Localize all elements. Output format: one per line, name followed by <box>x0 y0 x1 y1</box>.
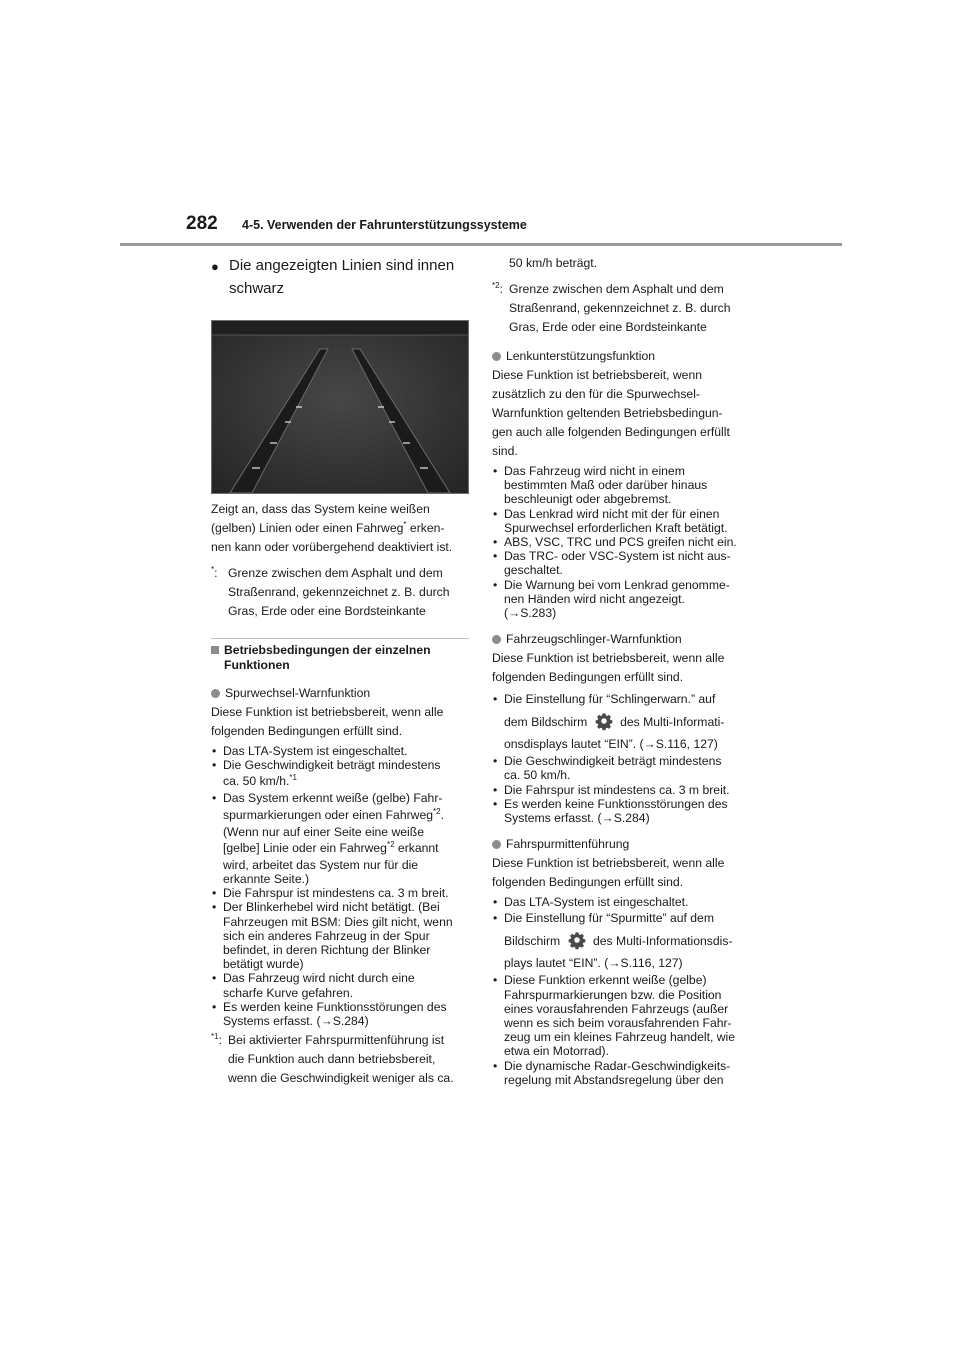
list-item: • Die dynamische Radar-Geschwindigkeits- regelung mit Abstandsregelung über den <box>492 1059 752 1087</box>
header-rule <box>120 243 842 246</box>
list-item: • Das System erkennt weiße (gelbe) Fahr- spurmarkierungen oder einen Fahrweg$^{*2}$. (Wenn nur auf einer Seite eine weiße [gelbe] Linie oder ein Fahrweg$^{*2}$ erkannt wird, arbeitet das System nur für die erkannte Seite.) <box>211 791 469 886</box>
sub1-intro: Diese Funktion ist betriebsbereit, wenn alle folgenden Bedingungen erfüllt sind. <box>211 705 444 738</box>
list-item: • Die Geschwindigkeit beträgt mindestens ca. 50 km/h.$^{*1}$ <box>211 758 469 791</box>
sub3-list <box>492 690 752 825</box>
bullet-heading-text: Die angezeigten Linien sind innen schwarz <box>229 257 455 297</box>
list-item: • Das LTA-System ist eingeschaltet. <box>492 895 752 909</box>
arrow-right-icon: → <box>608 956 621 971</box>
list-item: • Das LTA-System ist eingeschaltet. <box>211 744 469 758</box>
footnote-2: $^{*2}$: Grenze zwischen dem Asphalt und dem Straßenrand, gekennzeichnet z. B. durch Gras, Erde oder eine Bordsteinkante <box>492 280 731 334</box>
arrow-right-icon: → <box>601 811 614 826</box>
list-item: • Das Fahrzeug wird nicht durch eine scharfe Kurve gefahren. <box>211 971 469 999</box>
arrow-right-icon: → <box>643 737 656 752</box>
sub2-list <box>492 464 752 620</box>
arrow-right-icon: → <box>320 1014 333 1029</box>
sub1-list <box>211 744 469 1028</box>
list-item: • Das Fahrzeug wird nicht in einem bestimmten Maß oder darüber hinaus beschleunigt oder abgebremst. <box>492 464 752 507</box>
footnote-1-continued: 50 km/h beträgt. <box>509 256 598 270</box>
list-item: • ABS, VSC, TRC und PCS greifen nicht ein. <box>492 535 752 549</box>
grey-circle-bullet-icon <box>211 689 220 698</box>
grey-circle-bullet-icon <box>492 635 501 644</box>
grey-square-marker-icon <box>211 646 219 654</box>
gear-icon <box>593 710 615 732</box>
list-item: • Das Lenkrad wird nicht mit der für einen Spurwechsel erforderlichen Kraft betätigt. <box>492 507 752 535</box>
display-illustration <box>211 320 469 494</box>
filled-circle-bullet-icon: ● <box>211 259 219 274</box>
list-item: • Es werden keine Funktionsstörungen des Systems erfasst. (→S.284) <box>211 1000 469 1028</box>
grey-circle-bullet-icon <box>492 352 501 361</box>
sub4-intro: Diese Funktion ist betriebsbereit, wenn alle folgenden Bedingungen erfüllt sind. <box>492 856 725 890</box>
lane-display-svg <box>212 321 468 493</box>
footnote-1: $^{*1}$: Bei aktivierter Fahrspurmittenführung ist die Funktion auch dann betriebsbereit, wenn die Geschwindigkeit weniger als ca. <box>211 1032 454 1086</box>
page-header <box>186 213 527 235</box>
grey-circle-bullet-icon <box>492 840 501 849</box>
list-item: • Die Einstellung für “Schlingerwarn.” auf dem Bildschirm des Multi-Informati- onsdisplays lautet “EIN”. (→S.116, 127) <box>492 690 752 754</box>
sub2-intro: Diese Funktion ist betriebsbereit, wenn zusätzlich zu den für die Spurwechsel- Warnfunktion geltenden Betriebsbedingun- gen auch alle folgenden Bedingungen erfüllt sind. <box>492 368 730 458</box>
sub3-intro: Diese Funktion ist betriebsbereit, wenn alle folgenden Bedingungen erfüllt sind. <box>492 651 725 685</box>
right-column <box>492 254 752 1087</box>
list-item: • Diese Funktion erkennt weiße (gelbe) Fahrspurmarkierungen bzw. die Position eines vorausfahrenden Fahrzeugs (außer wenn es sich beim vorausfahrenden Fahr- zeug um ein kleines Fahrzeug handelt, wie etwa ein Motorrad). <box>492 973 752 1058</box>
list-item: • Das TRC- oder VSC-System ist nicht aus- geschaltet. <box>492 549 752 577</box>
subheading-lenkunterstuetzung: Lenkunterstützungsfunktion <box>492 347 752 366</box>
arrow-right-icon: → <box>508 606 521 621</box>
sub4-list <box>492 895 752 1087</box>
subheading-spurwechsel: Spurwechsel-Warnfunktion <box>211 684 469 703</box>
list-item: • Die Fahrspur ist mindestens ca. 3 m breit. <box>492 783 752 797</box>
list-item: • Es werden keine Funktionsstörungen des Systems erfasst. (→S.284) <box>492 797 752 825</box>
bullet-heading <box>211 254 469 300</box>
section-heading: Betriebsbedingungen der einzelnen Funktionen <box>211 643 469 673</box>
list-item: • Der Blinkerhebel wird nicht betätigt. (Bei Fahrzeugen mit BSM: Dies gilt nicht, wenn sich ein anderes Fahrzeug in der Spur befindet, in deren Richtung der Blinker betätigt wurde) <box>211 900 469 971</box>
subheading-schlingerwarnung: Fahrzeugschlinger-Warnfunktion <box>492 630 752 649</box>
list-item: • Die Geschwindigkeit beträgt mindestens ca. 50 km/h. <box>492 754 752 782</box>
left-column <box>211 254 469 1088</box>
list-item: • Die Fahrspur ist mindestens ca. 3 m breit. <box>211 886 469 900</box>
gear-icon <box>566 929 588 951</box>
chapter-title: 4-5. Verwenden der Fahrunterstützungssysteme <box>242 218 527 232</box>
list-item: • Die Einstellung für “Spurmitte” auf dem Bildschirm des Multi-Informationsdis- plays lautet “EIN”. (→S.116, 127) <box>492 909 752 973</box>
caption: Zeigt an, dass das System keine weißen (gelben) Linien oder einen Fahrweg* erken- nen kann oder vorübergehend deaktiviert ist. <box>211 502 453 554</box>
footnote-star: *: Grenze zwischen dem Asphalt und dem Straßenrand, gekennzeichnet z. B. durch Gras, Erde oder eine Bordsteinkante <box>211 564 450 618</box>
page-number: 282 <box>186 213 218 234</box>
subheading-spurmittenfuehrung: Fahrspurmittenführung <box>492 835 752 854</box>
list-item: • Die Warnung bei vom Lenkrad genomme- nen Händen wird nicht angezeigt. (→S.283) <box>492 578 752 621</box>
